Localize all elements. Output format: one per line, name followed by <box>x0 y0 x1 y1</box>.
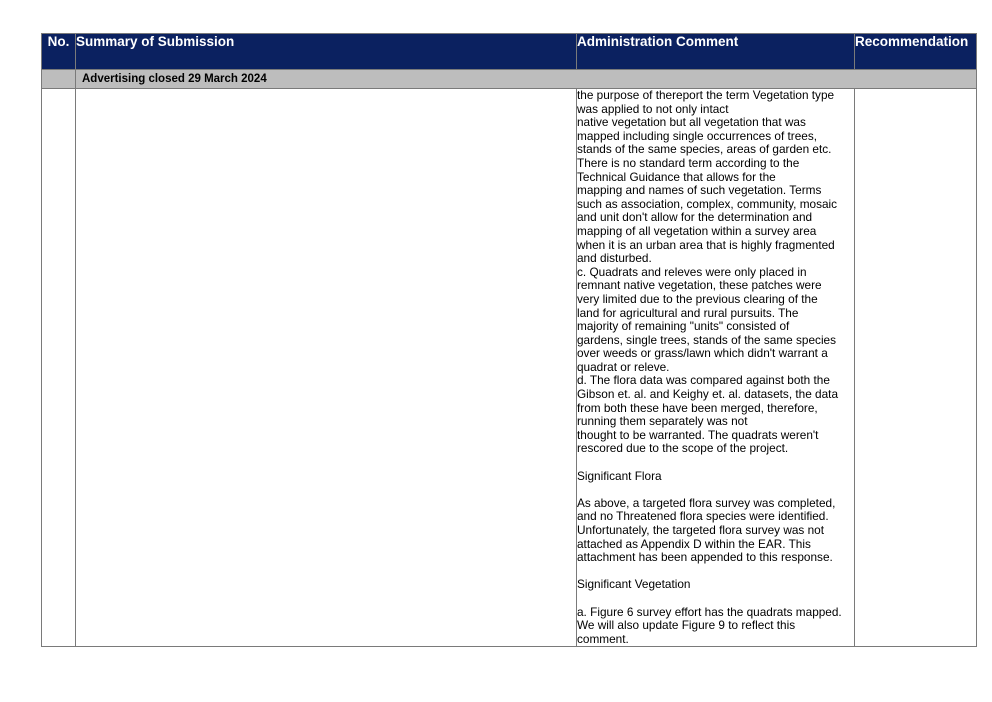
comment-line: gardens, single trees, stands of the same species <box>577 332 837 347</box>
header-no: No. <box>42 34 76 70</box>
header-row <box>42 34 977 70</box>
row-comment-cell <box>577 89 855 647</box>
comment-line: quadrat or releve. <box>577 359 670 374</box>
comment-line: and no Threatened flora species were identified. <box>577 509 829 524</box>
submissions-table <box>41 33 977 647</box>
comment-line: over weeds or grass/lawn which didn't warrant a <box>577 346 828 361</box>
row-summary-cell <box>76 89 577 647</box>
comment-line: Significant Vegetation <box>577 577 691 592</box>
comment-line: stands of the same species, areas of garden etc. <box>577 142 832 157</box>
comment-blank-line <box>577 456 854 470</box>
comment-line: Unfortunately, the targeted flora survey was not <box>577 523 824 537</box>
comment-text <box>577 89 854 646</box>
section-no-cell <box>42 70 76 89</box>
comment-line: Gibson et. al. and Keighy et. al. datasets, the data <box>577 387 839 402</box>
comment-line: and unit don't allow for the determination and <box>577 210 813 225</box>
comment-line: the purpose of thereport the term Vegetation type <box>577 88 835 102</box>
comment-line: mapping and names of such vegetation. Terms <box>577 183 822 198</box>
row-recommendation-cell <box>855 89 977 647</box>
comment-line: mapping of all vegetation within a survey area <box>577 223 817 238</box>
comment-line: when it is an urban area that is highly fragmented <box>577 237 835 252</box>
comment-line: thought to be warranted. The quadrats weren't <box>577 427 819 442</box>
header-summary: Summary of Submission <box>76 34 577 70</box>
comment-line: d. The flora data was compared against both the <box>577 373 830 388</box>
comment-line: There is no standard term according to the <box>577 155 800 170</box>
comment-line: Technical Guidance that allows for the <box>577 169 776 184</box>
comment-line: rescored due to the scope of the project. <box>577 441 789 456</box>
comment-line: from both these have been merged, therefore, <box>577 400 818 415</box>
comment-line: such as association, complex, community, mosaic <box>577 196 838 211</box>
table-row <box>42 89 977 647</box>
comment-line: As above, a targeted flora survey was completed, <box>577 495 836 510</box>
header-recommendation: Recommendation <box>855 34 977 70</box>
comment-line: land for agricultural and rural pursuits. The <box>577 305 799 320</box>
comment-line: remnant native vegetation, these patches were <box>577 278 822 293</box>
comment-line: comment. <box>577 631 629 646</box>
comment-line: c. Quadrats and releves were only placed in <box>577 264 807 279</box>
comment-line: We will also update Figure 9 to reflect this <box>577 618 796 633</box>
comment-blank-line <box>577 592 854 606</box>
comment-line: majority of remaining "units" consisted of <box>577 319 790 334</box>
comment-line: and disturbed. <box>577 251 652 266</box>
comment-line: running them separately was not <box>577 414 748 429</box>
comment-line: very limited due to the previous clearing of the <box>577 291 818 306</box>
comment-line: mapped including single occurrences of trees, <box>577 128 818 143</box>
comment-blank-line <box>577 483 854 497</box>
comment-line: was applied to not only intact <box>577 101 729 116</box>
header-comment: Administration Comment <box>577 34 855 70</box>
comment-line: attachment has been appended to this response. <box>577 550 833 565</box>
section-label: Advertising closed 29 March 2024 <box>76 70 977 89</box>
comment-line: a. Figure 6 survey effort has the quadrats mapped. <box>577 604 842 619</box>
comment-line: native vegetation but all vegetation that was <box>577 115 806 130</box>
comment-line: attached as Appendix D within the EAR. This <box>577 536 811 551</box>
row-no-cell <box>42 89 76 647</box>
comment-line: Significant Flora <box>577 468 662 483</box>
comment-blank-line <box>577 565 854 579</box>
section-row <box>42 70 977 89</box>
